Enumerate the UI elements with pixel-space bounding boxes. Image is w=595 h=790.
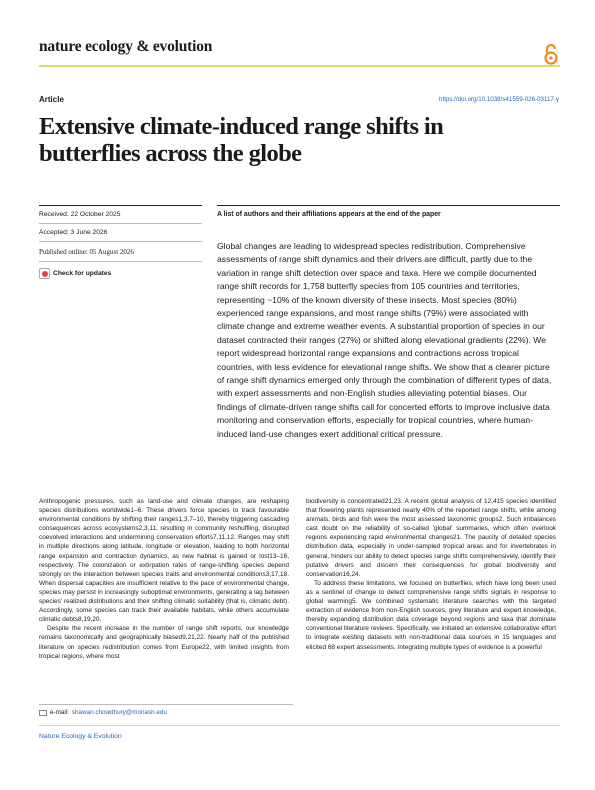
journal-name: nature ecology & evolution (39, 38, 213, 55)
footer-rule (39, 725, 560, 726)
body-column-left (39, 497, 289, 661)
body-paragraph: biodiversity is concentrated21,23. A recent global analysis of 12,415 species identified that flowering plants represented nearly 40% of the reported range shifts, while among animals, birds and fish were the most assessed taxonomic groups2. Such imbalances cast doubt on the reliability of so-called 'global' summaries, which often overlook regions experiencing rapid environmental changes21. The paucity of detailed species distribution data, especially in under-sampled tropical areas and for invertebrates in general, hinders our ability to detect species range shifts comprehensively, identify their putative drivers and discern their consequences for global biodiversity and conservation16,24. (306, 498, 556, 578)
email-link[interactable]: shawan.chowdhury@monash.edu (71, 709, 167, 716)
meta-divider (39, 261, 202, 262)
authors-note: A list of authors and their affiliations appears at the end of the paper (217, 211, 441, 218)
doi-link[interactable]: https://doi.org/10.1038/s41559-026-03117-y (439, 96, 559, 103)
body-paragraph: Anthropogenic pressures, such as land-use and climate changes, are reshaping species distributions worldwide1–6. These drivers force species to track favourable environmental conditions by shifting their ranges1,3,7–10, thereby triggering cascading consequences across ecosystems2,3,11, resulting in community reshuffling, disrupted coevolved interactions and undermining conservation efforts7,11,12. Ranges may shift in multiple directions along latitude, longitude or elevation, leading to both horizontal range expansion and contraction dynamics, as new habitat is gained or lost13–16, respectively. The colonization or extirpation rates of range-shifting species depend strongly on the interaction between species traits and environmental conditions3,17,18. When dispersal capacities are insufficient relative to the pace of environmental change, species may persist in increasingly suboptimal environments, generating a lag between species' realized distributions and their shifting climatic suitability (that is, climatic debt). Accordingly, some species can track their available habitats, while others accumulate climatic debts8,19,20. (39, 498, 289, 624)
header-rule (39, 65, 560, 67)
article-type: Article (39, 95, 64, 104)
meta-rule-left (39, 205, 202, 206)
published-date: Published online: 05 August 2026 (39, 248, 134, 256)
meta-rule-right (217, 205, 560, 206)
footer-journal: Nature Ecology & Evolution (39, 733, 122, 740)
received-date: Received: 22 October 2025 (39, 211, 121, 218)
meta-divider (39, 223, 202, 224)
body-paragraph: Despite the recent increase in the number of range shift reports, our knowledge remains taxonomically and geographically biased9,21,22. Nearly half of the published literature on species redistribution comes from Europe22, with limited insights from tropical regions, where most (39, 625, 289, 660)
article-title: Extensive climate-induced range shifts in butterflies across the globe (39, 113, 444, 167)
check-for-updates-button[interactable] (39, 268, 111, 279)
meta-divider (39, 241, 202, 242)
email-label: e-mail: (50, 709, 69, 716)
body-column-right (306, 497, 556, 652)
open-access-icon (543, 43, 559, 65)
email-rule (39, 704, 293, 705)
mail-icon (39, 710, 47, 716)
check-for-updates-label: Check for updates (53, 270, 112, 277)
accepted-date: Accepted: 3 June 2026 (39, 229, 108, 236)
check-for-updates-icon (39, 268, 50, 279)
body-paragraph: To address these limitations, we focused on butterflies, which have long been used as a sentinel of change to detect comprehensive range shifts signals in response to global warming5. We combined systematic literature searches with the targeted extraction of evidence from non-English sources, grey literature and expert knowledge, thereby expanding distribution data coverage beyond regions and taxa that dominate conventional literature reviews. Specifically, we initiated an extensive collaborative effort to integrate existing datasets with non-traditional data sources in 15 languages and elicited 68 expert assessments. Integrating multiple types of evidence is a powerful (306, 579, 556, 651)
abstract: Global changes are leading to widespread species redistribution. Comprehensive assessments of range shift dynamics and their drivers are difficult, partly due to the variation in range shift detection over space and taxa. Here we compile documented range shift records for 1,758 butterfly species from 105 countries and territories, representing ~10% of the known diversity of these insects. Most species (80%) experienced range expansions, and most range shifts (79%) were associated with climate change and extreme weather events. A substantial proportion of species in our dataset contracted their ranges (27%) or shifted along elevational gradients (22%). We report widespread horizontal range expansions and contractions across tropical countries, with less evidence for elevational range shifts. We show that a clearer picture of range shift dynamics emerged only through the combination of different types of data, with expert assessments and non-English studies alleviating potential biases. Our findings of climate-driven range shifts call for concerted efforts to improve inclusive data monitoring and conservation efforts, especially for tropical countries, where human-induced land-use changes exert additional critical pressure. (217, 241, 552, 439)
corresponding-email (39, 709, 167, 716)
